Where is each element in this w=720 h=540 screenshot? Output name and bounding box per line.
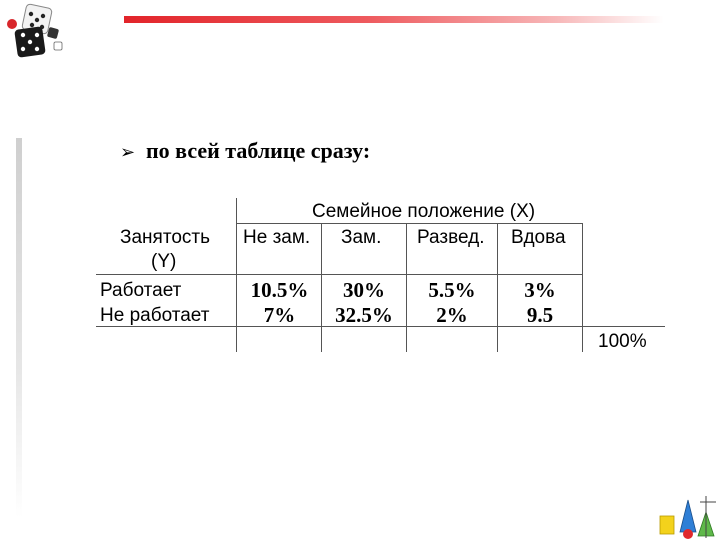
cell-r1-c2: 30%	[343, 278, 385, 302]
row-label-1: Работает	[100, 280, 182, 301]
cell-r2-c4: 9.5	[526, 303, 554, 327]
dice-logo-icon	[4, 2, 70, 64]
table-divider-rowheader	[236, 198, 237, 352]
row-header-line2: (Y)	[151, 251, 177, 272]
cell-r1-c1: 10.5%	[250, 278, 309, 302]
row-header-line1: Занятость	[120, 227, 210, 248]
row-label-2: Не работает	[100, 305, 210, 326]
table-total: 100%	[598, 331, 647, 352]
column-header-3: Развед.	[417, 227, 485, 248]
column-header-1: Не зам.	[243, 227, 311, 248]
bullet-text: по всей таблице сразу:	[146, 138, 371, 163]
column-header-4: Вдова	[511, 227, 566, 248]
bullet-line	[120, 138, 370, 164]
cell-r2-c3: 2%	[436, 303, 468, 327]
table-divider-right	[582, 224, 583, 352]
column-header-2: Зам.	[341, 227, 382, 248]
cell-r2-c2: 32.5%	[335, 303, 393, 327]
header-accent-bar	[124, 16, 664, 23]
cell-r1-c4: 3%	[524, 278, 556, 302]
left-accent-bar	[16, 138, 22, 518]
table-rule-under-group	[236, 223, 583, 224]
cell-r2-c1: 7%	[263, 303, 296, 327]
group-header: Семейное положение (X)	[312, 201, 536, 222]
arrow-bullet-icon: ➢	[120, 142, 136, 163]
cell-r1-c3: 5.5%	[428, 278, 476, 302]
geometry-shapes-icon	[656, 492, 720, 540]
table-rule-under-header	[96, 274, 583, 275]
